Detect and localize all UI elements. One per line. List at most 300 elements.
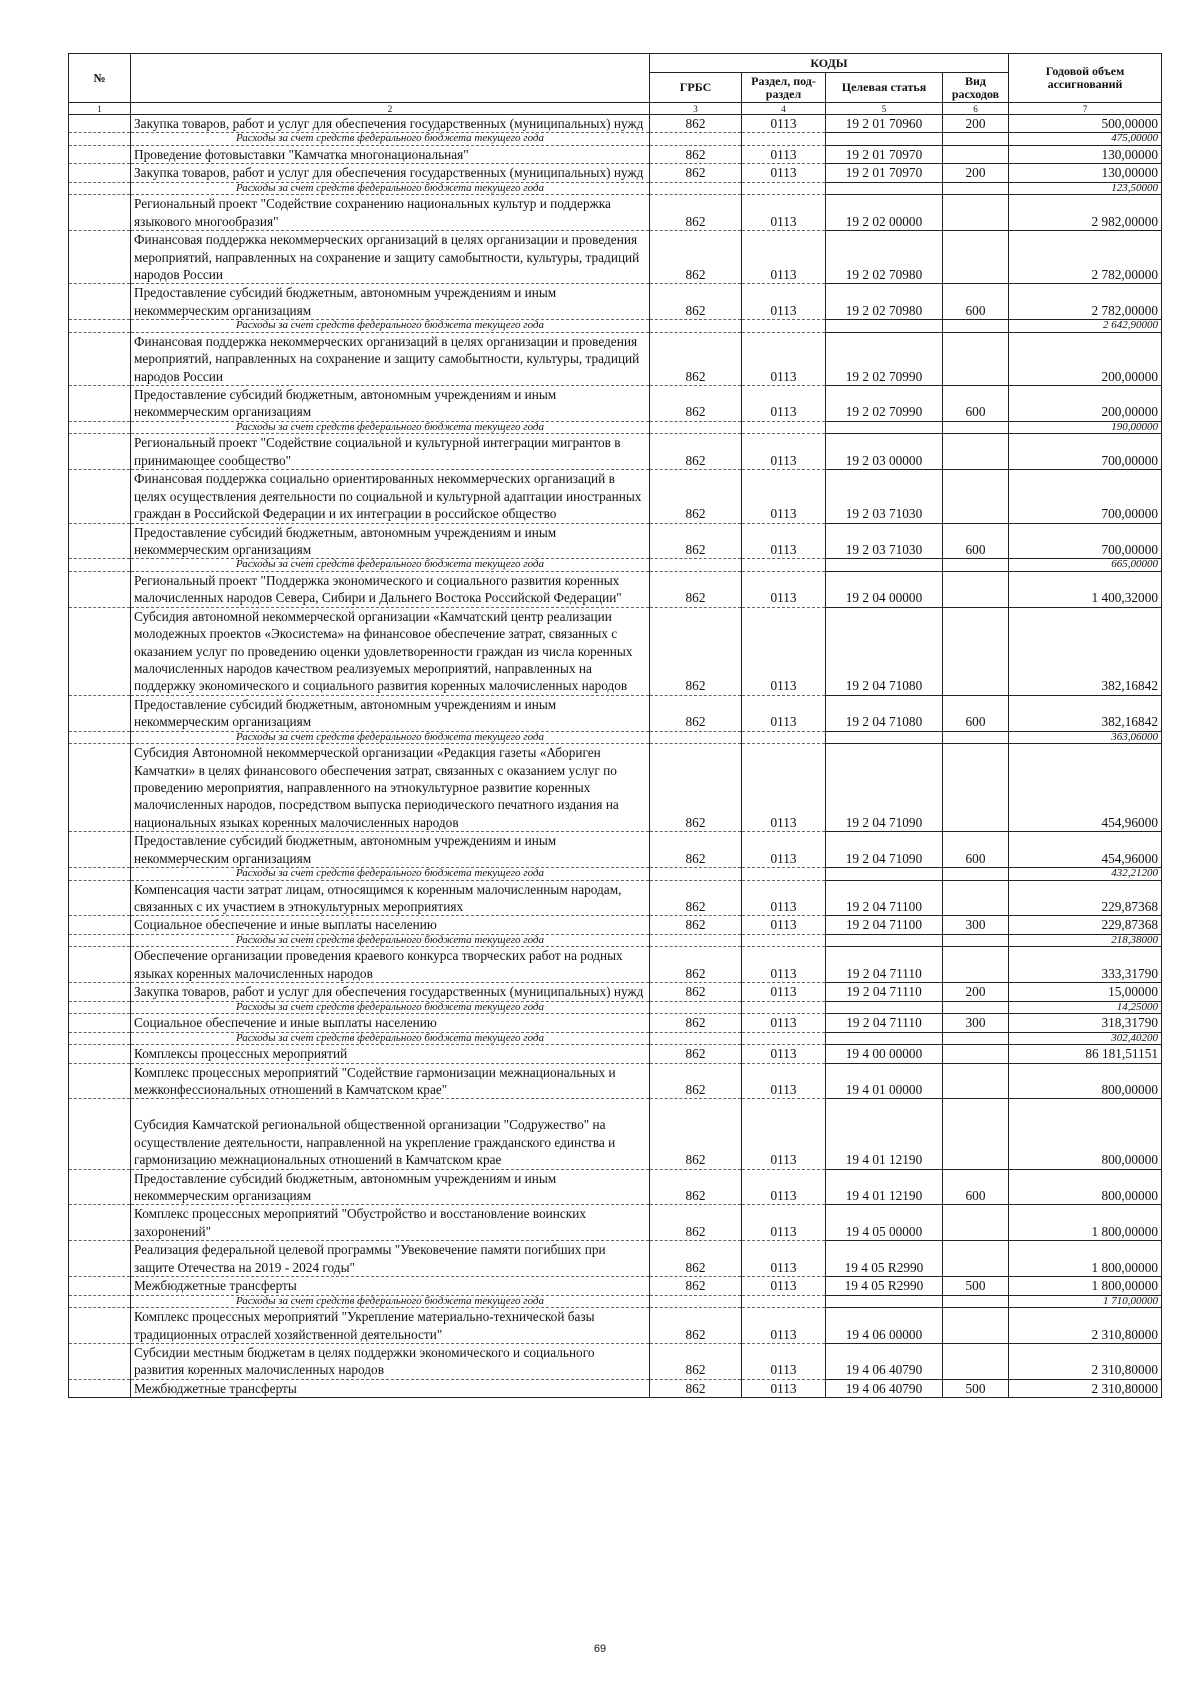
row-expense-type (943, 1001, 1009, 1014)
row-grbs: 862 (650, 332, 742, 385)
row-razdel: 0113 (742, 1343, 826, 1379)
row-grbs: 862 (650, 470, 742, 523)
table-row (69, 1045, 1162, 1063)
row-grbs (650, 559, 742, 572)
row-number-cell (69, 607, 131, 695)
row-target-article: 19 2 04 71110 (826, 983, 943, 1001)
table-row (69, 947, 1162, 983)
row-target-article: 19 4 05 00000 (826, 1205, 943, 1241)
row-expense-type (943, 571, 1009, 607)
row-expense-type: 600 (943, 832, 1009, 868)
row-grbs (650, 1001, 742, 1014)
row-amount: 1 800,00000 (1009, 1277, 1162, 1295)
header-index-6: 6 (943, 103, 1009, 115)
row-razdel (742, 731, 826, 744)
row-grbs: 862 (650, 1379, 742, 1397)
row-grbs: 862 (650, 146, 742, 164)
row-number-cell (69, 115, 131, 133)
table-row (69, 1308, 1162, 1344)
table-row (69, 983, 1162, 1001)
row-razdel (742, 133, 826, 146)
row-target-article: 19 4 01 00000 (826, 1063, 943, 1099)
row-target-article: 19 2 04 71080 (826, 607, 943, 695)
federal-funds-label: Расходы за счет средств федерального бюджета текущего года (131, 182, 650, 195)
row-amount: 130,00000 (1009, 146, 1162, 164)
row-grbs: 862 (650, 916, 742, 934)
row-grbs: 862 (650, 386, 742, 422)
row-target-article: 19 2 04 71100 (826, 916, 943, 934)
row-number-cell (69, 195, 131, 231)
row-grbs: 862 (650, 1205, 742, 1241)
table-row (69, 1169, 1162, 1205)
row-grbs: 862 (650, 1014, 742, 1032)
row-target-article (826, 1001, 943, 1014)
header-name (131, 54, 650, 103)
row-amount: 2 310,80000 (1009, 1379, 1162, 1397)
row-amount: 475,00000 (1009, 133, 1162, 146)
row-name: Региональный проект "Содействие сохранению национальных культур и поддержка языкового многообразия" (131, 195, 650, 231)
row-target-article (826, 182, 943, 195)
row-number-cell (69, 1205, 131, 1241)
row-razdel: 0113 (742, 523, 826, 559)
row-expense-type: 500 (943, 1277, 1009, 1295)
row-razdel: 0113 (742, 947, 826, 983)
row-razdel: 0113 (742, 146, 826, 164)
header-codes: КОДЫ (650, 54, 1009, 73)
row-amount: 700,00000 (1009, 523, 1162, 559)
row-expense-type (943, 470, 1009, 523)
row-amount: 123,50000 (1009, 182, 1162, 195)
row-razdel: 0113 (742, 195, 826, 231)
federal-funds-label: Расходы за счет средств федерального бюджета текущего года (131, 1295, 650, 1308)
row-number-cell (69, 559, 131, 572)
row-expense-type: 200 (943, 115, 1009, 133)
row-amount: 2 782,00000 (1009, 231, 1162, 284)
table-row (69, 523, 1162, 559)
table-row (69, 1379, 1162, 1397)
row-amount: 382,16842 (1009, 695, 1162, 731)
row-expense-type: 600 (943, 695, 1009, 731)
row-razdel: 0113 (742, 470, 826, 523)
row-expense-type (943, 421, 1009, 434)
row-expense-type: 600 (943, 386, 1009, 422)
federal-funds-row (69, 731, 1162, 744)
row-razdel: 0113 (742, 231, 826, 284)
row-razdel: 0113 (742, 284, 826, 320)
row-target-article: 19 2 04 71080 (826, 695, 943, 731)
header-index-7: 7 (1009, 103, 1162, 115)
row-grbs: 862 (650, 164, 742, 182)
row-target-article: 19 2 02 70980 (826, 284, 943, 320)
row-grbs: 862 (650, 1343, 742, 1379)
row-grbs: 862 (650, 744, 742, 832)
table-row (69, 1099, 1162, 1169)
row-name: Субсидия Автономной некоммерческой организации «Редакция газеты «Абориген Камчатки» в целях финансового обеспечения затрат, связанных с оказанием услуг по проведению мероприятия, направленного на этнокультурное развитие коренных малочисленных народов, посредством выпуска периодического печатного издания на национальных языках коренных малочисленных народов (131, 744, 650, 832)
row-target-article: 19 2 04 71100 (826, 880, 943, 916)
federal-funds-label: Расходы за счет средств федерального бюджета текущего года (131, 559, 650, 572)
federal-funds-label: Расходы за счет средств федерального бюджета текущего года (131, 1032, 650, 1045)
row-razdel (742, 182, 826, 195)
row-grbs (650, 1295, 742, 1308)
row-number-cell (69, 571, 131, 607)
row-grbs (650, 320, 742, 333)
row-amount: 2 782,00000 (1009, 284, 1162, 320)
row-expense-type (943, 146, 1009, 164)
table-row (69, 832, 1162, 868)
row-number-cell (69, 1295, 131, 1308)
row-razdel (742, 934, 826, 947)
row-name: Комплекс процессных мероприятий "Укрепление материально-технической базы традиционных отраслей хозяйственной деятельности" (131, 1308, 650, 1344)
row-amount: 1 710,00000 (1009, 1295, 1162, 1308)
row-grbs (650, 934, 742, 947)
row-grbs: 862 (650, 195, 742, 231)
row-grbs: 862 (650, 832, 742, 868)
row-name: Проведение фотовыставки "Камчатка многонациональная" (131, 146, 650, 164)
row-expense-type (943, 434, 1009, 470)
row-razdel: 0113 (742, 1063, 826, 1099)
row-expense-type (943, 934, 1009, 947)
row-number-cell (69, 695, 131, 731)
federal-funds-row (69, 133, 1162, 146)
row-razdel: 0113 (742, 1379, 826, 1397)
row-expense-type: 200 (943, 164, 1009, 182)
row-number-cell (69, 1379, 131, 1397)
table-row (69, 195, 1162, 231)
row-number-cell (69, 1032, 131, 1045)
row-target-article: 19 2 02 70990 (826, 386, 943, 422)
row-name: Финансовая поддержка социально ориентированных некоммерческих организаций в целях осуществления деятельности по социальной и культурной адаптации иностранных граждан в Российской Федерации и их интеграции в российское общество (131, 470, 650, 523)
row-amount: 2 642,90000 (1009, 320, 1162, 333)
row-number-cell (69, 1063, 131, 1099)
row-name: Закупка товаров, работ и услуг для обеспечения государственных (муниципальных) нужд (131, 164, 650, 182)
row-number-cell (69, 421, 131, 434)
row-name: Региональный проект "Содействие социальной и культурной интеграции мигрантов в принимающее сообщество" (131, 434, 650, 470)
row-grbs: 862 (650, 880, 742, 916)
row-target-article: 19 4 00 00000 (826, 1045, 943, 1063)
row-expense-type (943, 182, 1009, 195)
row-amount: 700,00000 (1009, 434, 1162, 470)
row-number-cell (69, 1099, 131, 1169)
row-expense-type (943, 320, 1009, 333)
row-number-cell (69, 880, 131, 916)
table-row (69, 386, 1162, 422)
table-row (69, 164, 1162, 182)
row-target-article: 19 2 04 71110 (826, 947, 943, 983)
federal-funds-row (69, 1001, 1162, 1014)
row-number-cell (69, 332, 131, 385)
row-name: Предоставление субсидий бюджетным, автономным учреждениям и иным некоммерческим организациям (131, 284, 650, 320)
row-grbs (650, 421, 742, 434)
budget-table (68, 53, 1162, 1398)
header-index-4: 4 (742, 103, 826, 115)
table-header (69, 54, 1162, 115)
row-grbs (650, 182, 742, 195)
row-name: Финансовая поддержка некоммерческих организаций в целях организации и проведения мероприятий, направленных на сохранение и защиту самобытности, культуры, традиций народов России (131, 231, 650, 284)
row-expense-type (943, 133, 1009, 146)
row-target-article: 19 2 02 70990 (826, 332, 943, 385)
table-row (69, 1343, 1162, 1379)
row-razdel (742, 1295, 826, 1308)
row-grbs: 862 (650, 571, 742, 607)
row-amount: 14,25000 (1009, 1001, 1162, 1014)
row-expense-type (943, 1205, 1009, 1241)
federal-funds-label: Расходы за счет средств федерального бюджета текущего года (131, 868, 650, 881)
header-cs: Целевая статья (826, 73, 943, 103)
row-target-article (826, 421, 943, 434)
table-row (69, 1014, 1162, 1032)
row-number-cell (69, 182, 131, 195)
row-expense-type: 600 (943, 1169, 1009, 1205)
table-row (69, 571, 1162, 607)
table-row (69, 231, 1162, 284)
row-amount: 130,00000 (1009, 164, 1162, 182)
row-number-cell (69, 916, 131, 934)
row-razdel (742, 320, 826, 333)
table-row (69, 434, 1162, 470)
row-grbs: 862 (650, 1277, 742, 1295)
row-grbs: 862 (650, 1169, 742, 1205)
row-expense-type (943, 559, 1009, 572)
table-row (69, 284, 1162, 320)
header-grbs: ГРБС (650, 73, 742, 103)
row-razdel: 0113 (742, 1169, 826, 1205)
row-number-cell (69, 832, 131, 868)
row-name: Социальное обеспечение и иные выплаты населению (131, 1014, 650, 1032)
row-amount: 2 310,80000 (1009, 1343, 1162, 1379)
row-number-cell (69, 744, 131, 832)
row-grbs: 862 (650, 947, 742, 983)
row-target-article: 19 2 01 70960 (826, 115, 943, 133)
row-target-article (826, 320, 943, 333)
row-razdel: 0113 (742, 1045, 826, 1063)
row-razdel: 0113 (742, 1308, 826, 1344)
row-target-article: 19 2 04 71090 (826, 832, 943, 868)
row-grbs (650, 868, 742, 881)
header-index-2: 2 (131, 103, 650, 115)
header-vid: Вид расходов (943, 73, 1009, 103)
row-razdel: 0113 (742, 1014, 826, 1032)
header-sum: Годовой объем ассигнований (1009, 54, 1162, 103)
row-name: Социальное обеспечение и иные выплаты населению (131, 916, 650, 934)
row-amount: 800,00000 (1009, 1099, 1162, 1169)
row-amount: 454,96000 (1009, 832, 1162, 868)
header-index-3: 3 (650, 103, 742, 115)
row-grbs: 862 (650, 284, 742, 320)
row-target-article (826, 731, 943, 744)
row-target-article: 19 2 04 71090 (826, 744, 943, 832)
federal-funds-row (69, 934, 1162, 947)
header-index-5: 5 (826, 103, 943, 115)
row-amount: 333,31790 (1009, 947, 1162, 983)
row-number-cell (69, 523, 131, 559)
row-number-cell (69, 470, 131, 523)
federal-funds-label: Расходы за счет средств федерального бюджета текущего года (131, 133, 650, 146)
federal-funds-label: Расходы за счет средств федерального бюджета текущего года (131, 934, 650, 947)
row-expense-type (943, 1295, 1009, 1308)
row-amount: 363,06000 (1009, 731, 1162, 744)
row-grbs: 862 (650, 1063, 742, 1099)
row-amount: 432,21200 (1009, 868, 1162, 881)
budget-sheet (68, 53, 1161, 1398)
row-name: Закупка товаров, работ и услуг для обеспечения государственных (муниципальных) нужд (131, 115, 650, 133)
row-razdel: 0113 (742, 571, 826, 607)
row-target-article (826, 934, 943, 947)
row-grbs: 862 (650, 1099, 742, 1169)
federal-funds-row (69, 320, 1162, 333)
header-index-1: 1 (69, 103, 131, 115)
row-grbs: 862 (650, 1241, 742, 1277)
row-target-article: 19 4 06 40790 (826, 1343, 943, 1379)
table-row (69, 744, 1162, 832)
row-target-article: 19 4 05 R2990 (826, 1277, 943, 1295)
table-row (69, 1277, 1162, 1295)
row-number-cell (69, 434, 131, 470)
row-expense-type (943, 1032, 1009, 1045)
row-number-cell (69, 320, 131, 333)
federal-funds-label: Расходы за счет средств федерального бюджета текущего года (131, 731, 650, 744)
row-razdel (742, 868, 826, 881)
row-razdel (742, 1001, 826, 1014)
row-target-article: 19 2 03 71030 (826, 470, 943, 523)
row-amount: 218,38000 (1009, 934, 1162, 947)
row-name: Обеспечение организации проведения краевого конкурса творческих работ на родных языках коренных малочисленных народов (131, 947, 650, 983)
row-grbs: 862 (650, 607, 742, 695)
row-amount: 1 400,32000 (1009, 571, 1162, 607)
table-row (69, 695, 1162, 731)
federal-funds-label: Расходы за счет средств федерального бюджета текущего года (131, 1001, 650, 1014)
row-amount: 800,00000 (1009, 1063, 1162, 1099)
row-target-article: 19 4 06 40790 (826, 1379, 943, 1397)
row-amount: 200,00000 (1009, 386, 1162, 422)
row-number-cell (69, 1045, 131, 1063)
row-grbs: 862 (650, 1308, 742, 1344)
row-target-article: 19 2 01 70970 (826, 164, 943, 182)
row-number-cell (69, 1169, 131, 1205)
row-number-cell (69, 1343, 131, 1379)
table-row (69, 1063, 1162, 1099)
row-expense-type (943, 1045, 1009, 1063)
row-target-article (826, 868, 943, 881)
row-razdel: 0113 (742, 744, 826, 832)
row-amount: 500,00000 (1009, 115, 1162, 133)
row-expense-type (943, 231, 1009, 284)
row-name: Субсидия автономной некоммерческой организации «Камчатский центр реализации молодежных проектов «Экосистема» на финансовое обеспечение затрат, связанных с оказанием услуг по проведению оценки удовлетворенности граждан из числа коренных малочисленных народов качеством реализуемых мероприятий, направленных на поддержку экономического и социального развития коренных малочисленных народов (131, 607, 650, 695)
row-name: Финансовая поддержка некоммерческих организаций в целях организации и проведения мероприятий, направленных на сохранение и защиту самобытности, культуры, традиций народов России (131, 332, 650, 385)
row-razdel: 0113 (742, 607, 826, 695)
row-number-cell (69, 1277, 131, 1295)
table-row (69, 1241, 1162, 1277)
federal-funds-row (69, 421, 1162, 434)
table-row (69, 470, 1162, 523)
row-target-article: 19 2 04 00000 (826, 571, 943, 607)
row-number-cell (69, 983, 131, 1001)
row-amount: 1 800,00000 (1009, 1205, 1162, 1241)
row-grbs: 862 (650, 115, 742, 133)
row-razdel: 0113 (742, 115, 826, 133)
row-expense-type (943, 1308, 1009, 1344)
row-name: Комплекс процессных мероприятий "Содействие гармонизации межнациональных и межконфессиональных отношений в Камчатском крае" (131, 1063, 650, 1099)
row-target-article: 19 4 05 R2990 (826, 1241, 943, 1277)
row-razdel: 0113 (742, 832, 826, 868)
row-expense-type (943, 947, 1009, 983)
row-expense-type (943, 731, 1009, 744)
row-name: Предоставление субсидий бюджетным, автономным учреждениям и иным некоммерческим организациям (131, 523, 650, 559)
row-target-article: 19 2 02 70980 (826, 231, 943, 284)
row-razdel (742, 559, 826, 572)
row-number-cell (69, 164, 131, 182)
row-amount: 2 310,80000 (1009, 1308, 1162, 1344)
row-razdel: 0113 (742, 695, 826, 731)
row-amount: 86 181,51151 (1009, 1045, 1162, 1063)
row-name: Межбюджетные трансферты (131, 1379, 650, 1397)
row-name: Межбюджетные трансферты (131, 1277, 650, 1295)
row-number-cell (69, 1001, 131, 1014)
row-target-article (826, 1032, 943, 1045)
row-razdel (742, 1032, 826, 1045)
row-expense-type (943, 744, 1009, 832)
table-row (69, 880, 1162, 916)
row-target-article: 19 2 04 71110 (826, 1014, 943, 1032)
row-expense-type: 600 (943, 523, 1009, 559)
row-number-cell (69, 934, 131, 947)
row-target-article: 19 4 06 00000 (826, 1308, 943, 1344)
table-row (69, 916, 1162, 934)
row-amount: 454,96000 (1009, 744, 1162, 832)
row-expense-type (943, 1343, 1009, 1379)
row-razdel: 0113 (742, 1277, 826, 1295)
row-name: Компенсация части затрат лицам, относящимся к коренным малочисленным народам, связанных с их участием в этнокультурных мероприятиях (131, 880, 650, 916)
table-row (69, 115, 1162, 133)
row-amount: 1 800,00000 (1009, 1241, 1162, 1277)
federal-funds-row (69, 1295, 1162, 1308)
row-name: Предоставление субсидий бюджетным, автономным учреждениям и иным некоммерческим организациям (131, 386, 650, 422)
row-name: Субсидия Камчатской региональной общественной организации "Содружество" на осуществление деятельности, направленной на укрепление гражданского единства и гармонизацию межнациональных отношений в Камчатском крае (131, 1099, 650, 1169)
row-razdel: 0113 (742, 1241, 826, 1277)
row-expense-type: 600 (943, 284, 1009, 320)
row-expense-type (943, 1099, 1009, 1169)
federal-funds-row (69, 182, 1162, 195)
federal-funds-row (69, 1032, 1162, 1045)
row-grbs: 862 (650, 231, 742, 284)
row-amount: 229,87368 (1009, 916, 1162, 934)
row-expense-type (943, 195, 1009, 231)
header-num: № (69, 54, 131, 103)
row-expense-type (943, 880, 1009, 916)
row-razdel: 0113 (742, 880, 826, 916)
row-amount: 2 982,00000 (1009, 195, 1162, 231)
row-name: Субсидии местным бюджетам в целях поддержки экономического и социального развития коренных малочисленных народов (131, 1343, 650, 1379)
row-name: Реализация федеральной целевой программы "Увековечение памяти погибших при защите Отечества на 2019 - 2024 годы" (131, 1241, 650, 1277)
row-amount: 229,87368 (1009, 880, 1162, 916)
row-target-article (826, 559, 943, 572)
row-name: Предоставление субсидий бюджетным, автономным учреждениям и иным некоммерческим организациям (131, 1169, 650, 1205)
row-number-cell (69, 146, 131, 164)
table-body (69, 115, 1162, 1398)
table-row (69, 1205, 1162, 1241)
row-expense-type: 300 (943, 916, 1009, 934)
row-grbs: 862 (650, 1045, 742, 1063)
row-grbs: 862 (650, 434, 742, 470)
federal-funds-row (69, 868, 1162, 881)
row-target-article (826, 133, 943, 146)
row-razdel: 0113 (742, 434, 826, 470)
row-name: Комплекс процессных мероприятий "Обустройство и восстановление воинских захоронений" (131, 1205, 650, 1241)
table-row (69, 146, 1162, 164)
row-target-article: 19 4 01 12190 (826, 1169, 943, 1205)
row-amount: 700,00000 (1009, 470, 1162, 523)
row-expense-type: 500 (943, 1379, 1009, 1397)
row-target-article: 19 2 03 00000 (826, 434, 943, 470)
